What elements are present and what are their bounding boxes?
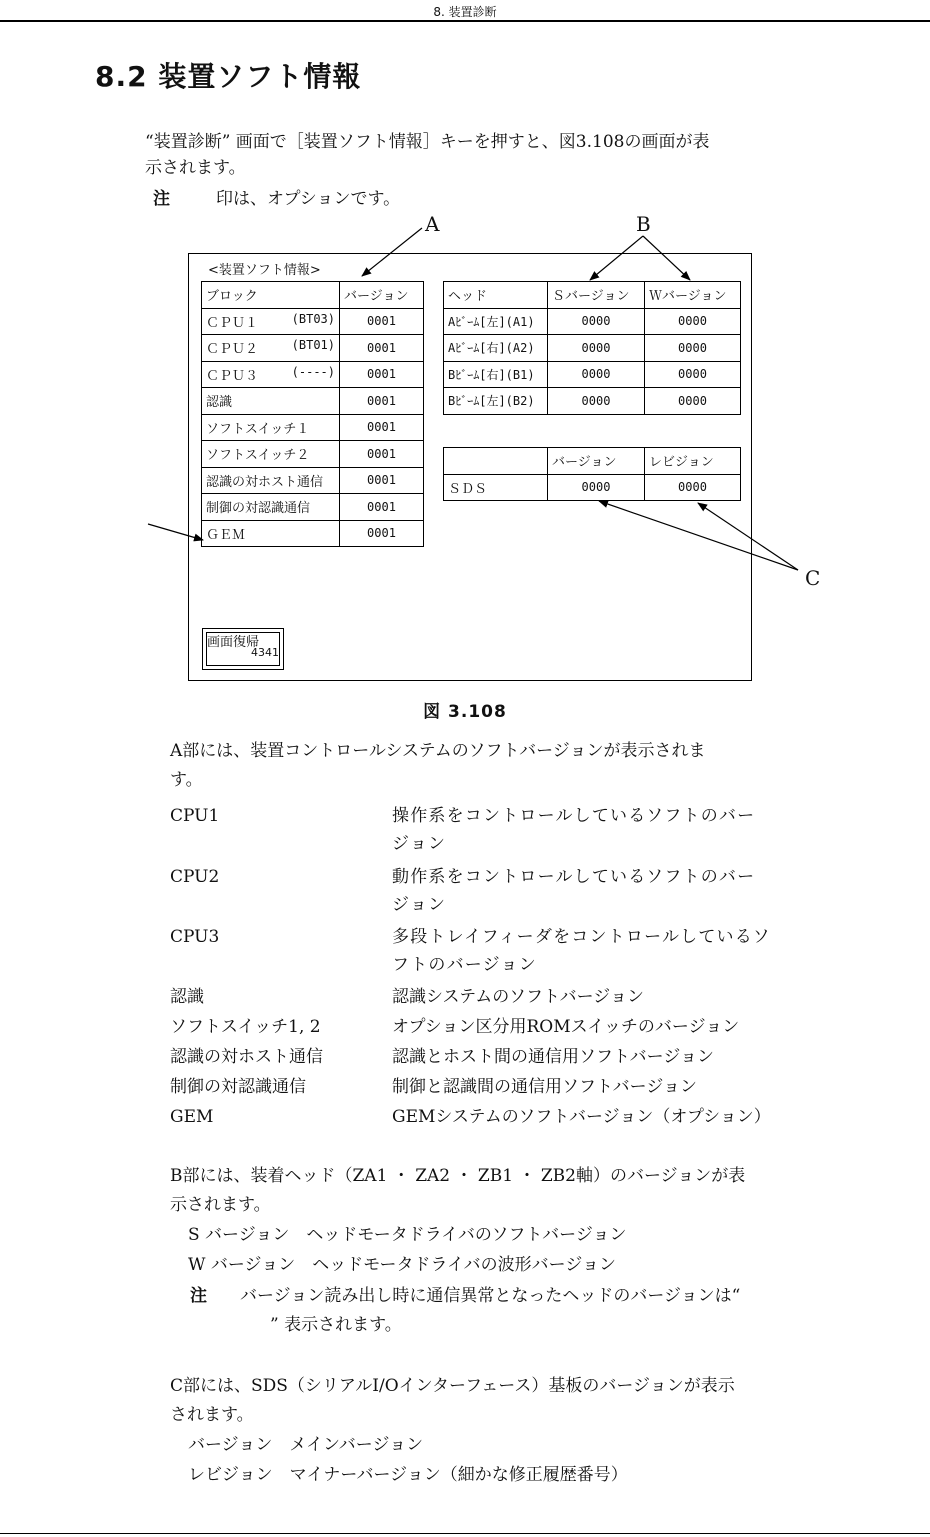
part-a-line-1: A部には、装置コントロールシステムのソフトバージョンが表示されま [170, 741, 706, 761]
block-version: 0001 [340, 388, 424, 415]
column-header: Ｓバージョン [548, 282, 645, 309]
def-term: GEM [170, 1107, 214, 1127]
def-term: 認識の対ホスト通信 [170, 1047, 323, 1067]
def-term: CPU2 [170, 867, 220, 887]
def-term: 認識 [170, 987, 204, 1007]
intro-line-2: 示されます。 [145, 158, 246, 178]
head-s-version: 0000 [548, 361, 645, 388]
head-name: Aﾋﾞｰﾑ[右](A2) [444, 335, 548, 362]
block-name: ソフトスイッチ１ [202, 414, 340, 441]
block-name: 認識 [202, 388, 340, 415]
sds-version: 0000 [548, 474, 645, 501]
def-desc: 多段トレイフィーダをコントロールしているソ [392, 927, 771, 947]
callout-a-label: A [425, 212, 440, 236]
part-b-line-2: 示されます。 [170, 1195, 271, 1215]
screen-return-button-code: 4341 [251, 646, 279, 659]
callout-b-arrow-w [643, 236, 690, 280]
column-header: Ｗバージョン [645, 282, 741, 309]
block-name: ＣＰＵ１ [206, 315, 259, 331]
def-desc-cont: ジョン [392, 895, 447, 915]
def-desc: 認識とホスト間の通信用ソフトバージョン [392, 1047, 714, 1067]
def-term: 制御の対認識通信 [170, 1077, 306, 1097]
part-b-note-line-2: ” 表示されます。 [270, 1315, 402, 1335]
column-header: バージョン [548, 448, 645, 475]
block-version: 0001 [340, 335, 424, 362]
part-c-line-1: C部には、SDS（シリアルI/Oインターフェース）基板のバージョンが表示 [170, 1376, 735, 1396]
column-header: ブロック [202, 282, 340, 309]
def-desc: 制御と認識間の通信用ソフトバージョン [392, 1077, 697, 1097]
head-name: Bﾋﾞｰﾑ[右](B1) [444, 361, 548, 388]
callout-arrows [0, 0, 930, 720]
block-name: ＣＰＵ２ [206, 342, 259, 358]
block-version: 0001 [340, 414, 424, 441]
callout-c-arrow-version [599, 501, 798, 570]
sds-revision: 0000 [645, 474, 741, 501]
def-term: CPU3 [170, 927, 220, 947]
def-term: CPU1 [170, 806, 220, 826]
block-name: ＧＥＭ [202, 520, 340, 547]
block-version: 0001 [340, 308, 424, 335]
sds-name: ＳＤＳ [444, 474, 548, 501]
callout-a-arrow [362, 228, 422, 276]
callout-c-arrow-revision [698, 503, 798, 570]
part-c-version: バージョン メインバージョン [188, 1435, 424, 1455]
part-a-line-2: す。 [170, 770, 203, 790]
callout-c-label: C [805, 566, 821, 590]
intro-note-text: 印は、オプションです。 [216, 189, 401, 209]
block-version: 0001 [340, 520, 424, 547]
head-w-version: 0000 [645, 361, 741, 388]
block-version: 0001 [340, 441, 424, 468]
part-b-note-line-1: バージョン読み出し時に通信異常となったヘッドのバージョンは“ [240, 1286, 741, 1306]
head-s-version: 0000 [548, 308, 645, 335]
def-desc: 操作系をコントロールしているソフトのバー [392, 806, 756, 826]
block-sub: (BT01) [291, 338, 335, 353]
part-c-revision: レビジョン マイナーバージョン（細かな修正履歴番号） [188, 1465, 628, 1485]
block-name: 認識の対ホスト通信 [202, 467, 340, 494]
head-w-version: 0000 [645, 335, 741, 362]
column-header: ヘッド [444, 282, 548, 309]
footer-rule [0, 1533, 930, 1534]
block-name: ＣＰＵ３ [206, 368, 259, 384]
part-b-s-version: S バージョン ヘッドモータドライバのソフトバージョン [188, 1225, 627, 1245]
def-desc-cont: ジョン [392, 834, 447, 854]
column-header: レビジョン [645, 448, 741, 475]
page-header: 8. 装置診断 [433, 5, 497, 19]
def-desc: 認識システムのソフトバージョン [392, 987, 644, 1007]
part-b-w-version: W バージョン ヘッドモータドライバの波形バージョン [188, 1255, 616, 1275]
head-w-version: 0000 [645, 308, 741, 335]
block-name: ソフトスイッチ２ [202, 441, 340, 468]
section-title: 8.2 装置ソフト情報 [95, 60, 362, 93]
screen-return-button-label: 画面復帰 [207, 635, 260, 650]
callout-b-label: B [636, 212, 651, 236]
intro-note-label: 注 [153, 189, 170, 209]
block-version: 0001 [340, 494, 424, 521]
head-s-version: 0000 [548, 335, 645, 362]
def-desc-cont: フトのバージョン [392, 955, 537, 975]
head-name: Aﾋﾞｰﾑ[左](A1) [444, 308, 548, 335]
intro-line-1: “装置診断” 画面で［装置ソフト情報］キーを押すと、図3.108の画面が表 [145, 132, 710, 152]
head-w-version: 0000 [645, 388, 741, 415]
screen-title: <装置ソフト情報> [208, 263, 321, 278]
def-desc: GEMシステムのソフトバージョン（オプション） [392, 1107, 771, 1127]
block-name: 制御の対認識通信 [202, 494, 340, 521]
part-b-line-1: B部には、装着ヘッド（ZA1 ・ ZA2 ・ ZB1 ・ ZB2軸）のバージョンが表 [170, 1166, 746, 1186]
column-header: バージョン [340, 282, 424, 309]
part-c-line-2: されます。 [170, 1405, 254, 1425]
block-version: 0001 [340, 361, 424, 388]
block-sub: (BT03) [291, 311, 335, 326]
block-sub: (----) [291, 364, 335, 379]
option-mark-arrow [148, 524, 203, 540]
part-b-note-label: 注 [190, 1286, 207, 1306]
def-desc: 動作系をコントロールしているソフトのバー [392, 867, 756, 887]
block-version: 0001 [340, 467, 424, 494]
head-name: Bﾋﾞｰﾑ[左](B2) [444, 388, 548, 415]
def-desc: オプション区分用ROMスイッチのバージョン [392, 1017, 740, 1037]
def-term: ソフトスイッチ1, 2 [170, 1017, 321, 1037]
callout-b-arrow-s [590, 236, 643, 280]
head-s-version: 0000 [548, 388, 645, 415]
figure-caption: 図 3.108 [423, 702, 507, 722]
